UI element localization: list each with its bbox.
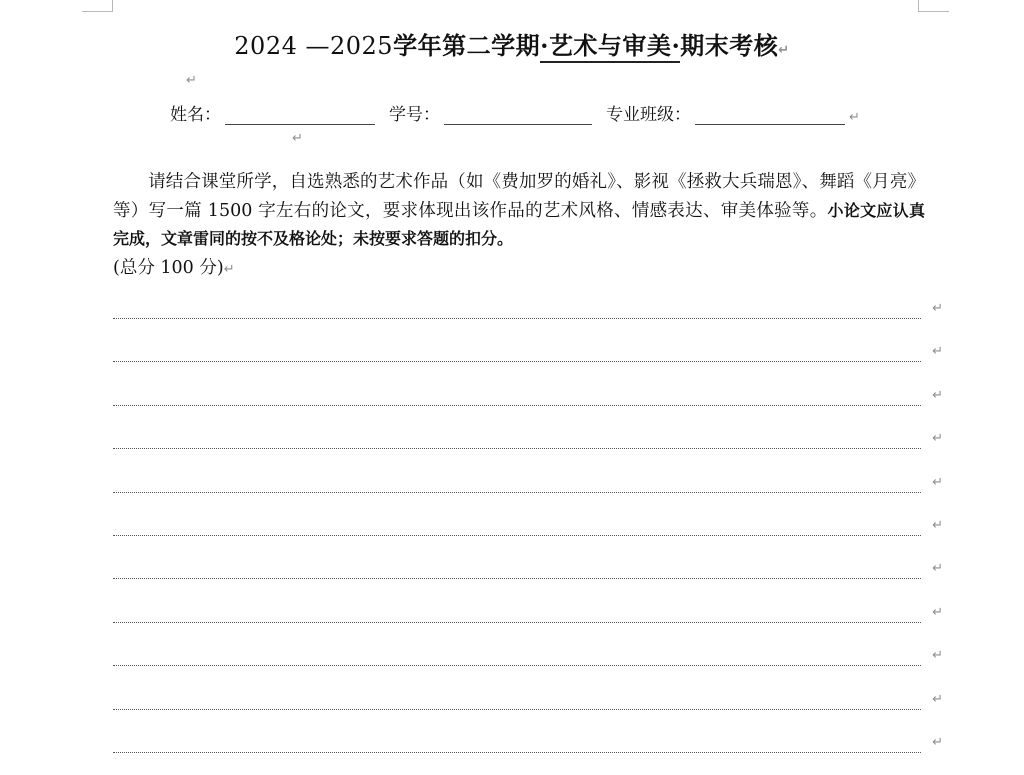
answer-line[interactable] [113, 385, 943, 406]
answer-line[interactable] [113, 602, 943, 623]
paragraph-mark: ↵ [223, 261, 235, 277]
paragraph-mark: ↵ [932, 734, 943, 750]
instructions-text: 请结合课堂所学，自选熟悉的艺术作品（如《费加罗的婚礼》、影视《拯救大兵瑞恩》、舞蹈《月亮》等）写一篇 1500 字左右的论文，要求体现出该作品的艺术风格、情感表达、审美体验等。 [113, 172, 925, 221]
answer-line[interactable] [113, 558, 943, 579]
student-id-label: 学号： [389, 105, 440, 125]
paragraph-mark: ↵ [932, 344, 943, 360]
answer-line[interactable] [113, 341, 943, 362]
answer-line[interactable] [113, 515, 943, 536]
paragraph-mark: ↵ [849, 110, 860, 125]
answer-line[interactable] [113, 732, 943, 753]
paragraph-mark: ↵ [932, 474, 943, 490]
paragraph-mark: ↵ [932, 387, 943, 403]
student-id-field[interactable] [444, 106, 592, 125]
paragraph-mark: ↵ [932, 691, 943, 707]
answer-line[interactable] [113, 428, 943, 449]
answer-line[interactable] [113, 472, 943, 493]
paragraph-mark: ↵ [292, 131, 303, 146]
paragraph-mark: ↵ [186, 73, 197, 88]
student-info-row [170, 100, 860, 125]
paragraph-mark: ↵ [778, 43, 790, 58]
page-corner-top-right [918, 0, 949, 12]
instructions-emphasis: 小论文应认真完成，文章雷同的按不及格论处；未按要求答题的扣分。 [113, 200, 925, 248]
answer-line[interactable] [113, 645, 943, 666]
exam-title [0, 26, 1024, 61]
class-label: 专业班级： [606, 105, 691, 125]
title-course-underlined: ·艺术与审美· [540, 31, 680, 63]
instructions-paragraph [113, 168, 925, 284]
total-score: (总分 100 分) [113, 257, 224, 278]
class-field[interactable] [695, 106, 845, 125]
title-course: 艺术与审美 [548, 31, 672, 60]
answer-line[interactable] [113, 689, 943, 710]
title-semester: 学年第二学期 [393, 31, 541, 60]
name-label: 姓名： [170, 105, 221, 125]
title-exam: 期末考核 [680, 31, 779, 60]
paragraph-mark: ↵ [932, 604, 943, 620]
answer-area[interactable] [113, 298, 943, 775]
name-field[interactable] [225, 106, 375, 125]
paragraph-mark: ↵ [932, 561, 943, 577]
paragraph-mark: ↵ [932, 517, 943, 533]
paragraph-mark: ↵ [932, 431, 943, 447]
paragraph-mark: ↵ [932, 301, 943, 316]
answer-line[interactable] [113, 298, 943, 319]
page-corner-top-left [82, 0, 113, 12]
paragraph-mark: ↵ [932, 648, 943, 664]
title-year: 2024 —2025 [234, 32, 394, 60]
